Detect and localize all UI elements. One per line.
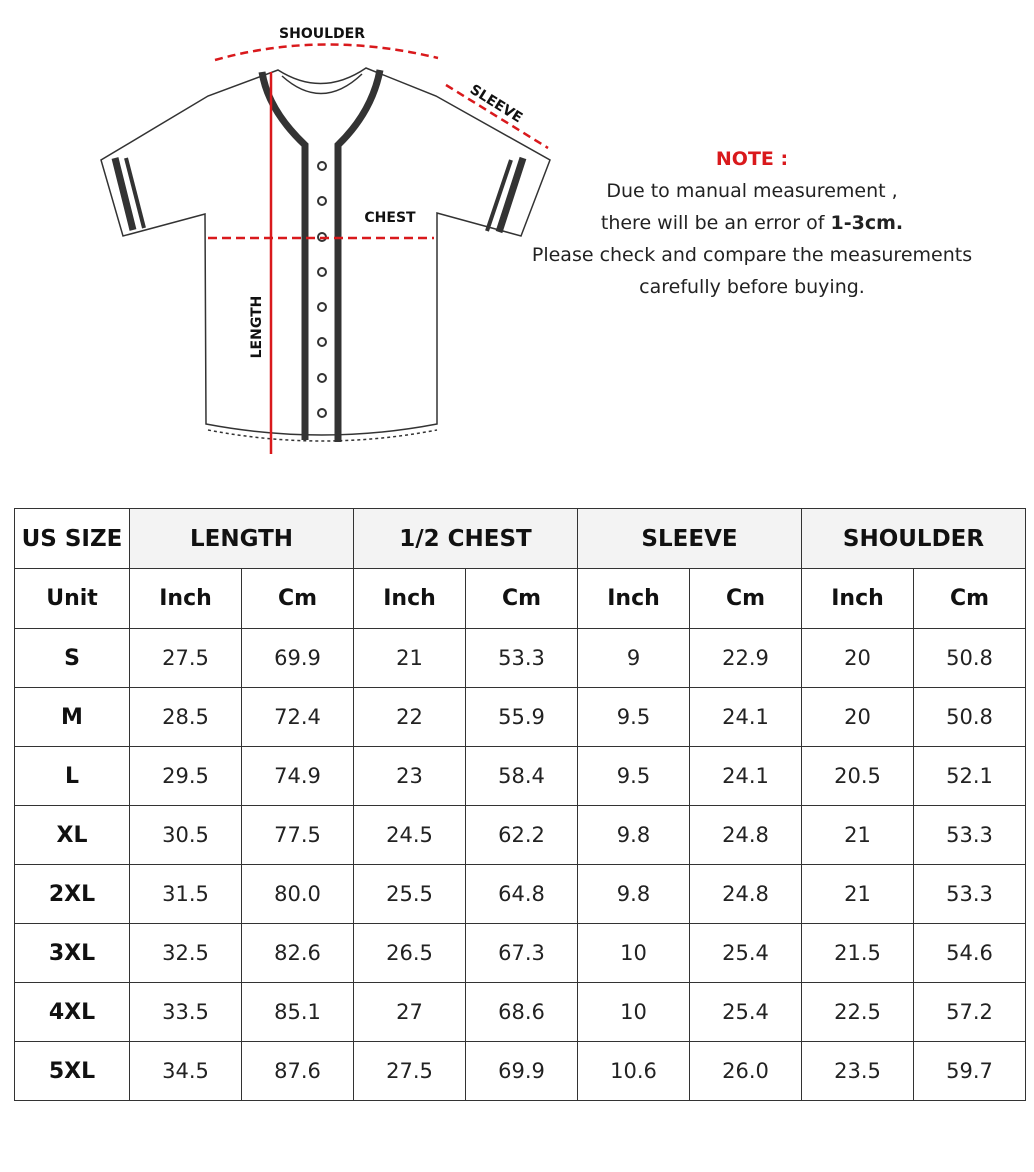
chest-label: CHEST [364, 210, 416, 226]
shoulder-header: SHOULDER [802, 509, 1026, 569]
note-line-2 [500, 207, 1004, 239]
table-cell: 24.8 [690, 865, 802, 924]
table-cell: 26.5 [354, 924, 466, 983]
note-error-range: 1-3cm. [830, 212, 904, 234]
length-label: LENGTH [249, 295, 265, 359]
table-cell: 82.6 [242, 924, 354, 983]
table-cell: 25.5 [354, 865, 466, 924]
table-cell: 9.5 [578, 688, 690, 747]
sleeve-label: SLEEVE [466, 81, 526, 127]
table-cell: 74.9 [242, 747, 354, 806]
table-row [15, 629, 1026, 688]
table-cell: 62.2 [466, 806, 578, 865]
size-cell: S [15, 629, 130, 688]
measurement-note [500, 143, 1004, 303]
unit-cell: Inch [354, 569, 466, 629]
table-cell: 21.5 [802, 924, 914, 983]
unit-label: Unit [15, 569, 130, 629]
table-cell: 72.4 [242, 688, 354, 747]
size-cell: M [15, 688, 130, 747]
size-cell: 4XL [15, 983, 130, 1042]
table-cell: 10.6 [578, 1042, 690, 1101]
table-cell: 52.1 [914, 747, 1026, 806]
table-cell: 22.5 [802, 983, 914, 1042]
table-cell: 24.5 [354, 806, 466, 865]
size-cell: L [15, 747, 130, 806]
table-row [15, 688, 1026, 747]
note-line-2-text: there will be an error of [600, 212, 831, 234]
table-row [15, 806, 1026, 865]
shoulder-measure-line [215, 44, 438, 60]
table-cell: 9.8 [578, 865, 690, 924]
table-cell: 31.5 [130, 865, 242, 924]
placket-stripe-left [262, 72, 305, 440]
table-cell: 27 [354, 983, 466, 1042]
table-cell: 21 [354, 629, 466, 688]
table-cell: 30.5 [130, 806, 242, 865]
jersey-buttons [318, 162, 326, 417]
table-cell: 23.5 [802, 1042, 914, 1101]
table-cell: 9.5 [578, 747, 690, 806]
table-row [15, 924, 1026, 983]
unit-cell: Cm [914, 569, 1026, 629]
shoulder-label: SHOULDER [279, 26, 365, 42]
table-cell: 67.3 [466, 924, 578, 983]
size-cell: XL [15, 806, 130, 865]
table-cell: 64.8 [466, 865, 578, 924]
placket-stripe-right [338, 70, 380, 442]
table-cell: 54.6 [914, 924, 1026, 983]
table-cell: 59.7 [914, 1042, 1026, 1101]
us-size-header: US SIZE [15, 509, 130, 569]
size-cell: 2XL [15, 865, 130, 924]
table-cell: 53.3 [466, 629, 578, 688]
table-cell: 20.5 [802, 747, 914, 806]
table-cell: 32.5 [130, 924, 242, 983]
table-row [15, 747, 1026, 806]
table-cell: 10 [578, 924, 690, 983]
table-cell: 25.4 [690, 983, 802, 1042]
sleeve-header: SLEEVE [578, 509, 802, 569]
table-cell: 53.3 [914, 806, 1026, 865]
table-cell: 9 [578, 629, 690, 688]
unit-cell: Cm [466, 569, 578, 629]
table-cell: 77.5 [242, 806, 354, 865]
table-cell: 34.5 [130, 1042, 242, 1101]
table-cell: 25.4 [690, 924, 802, 983]
table-cell: 22 [354, 688, 466, 747]
table-cell: 24.8 [690, 806, 802, 865]
table-cell: 53.3 [914, 865, 1026, 924]
unit-cell: Cm [242, 569, 354, 629]
table-cell: 69.9 [242, 629, 354, 688]
size-cell: 3XL [15, 924, 130, 983]
unit-cell: Inch [802, 569, 914, 629]
table-cell: 27.5 [130, 629, 242, 688]
table-cell: 22.9 [690, 629, 802, 688]
table-cell: 21 [802, 865, 914, 924]
unit-cell: Inch [578, 569, 690, 629]
table-cell: 33.5 [130, 983, 242, 1042]
table-row [15, 1042, 1026, 1101]
unit-cell: Cm [690, 569, 802, 629]
table-cell: 85.1 [242, 983, 354, 1042]
table-cell: 58.4 [466, 747, 578, 806]
note-line-4: carefully before buying. [639, 276, 865, 298]
table-cell: 50.8 [914, 688, 1026, 747]
size-chart-table [14, 508, 1026, 1101]
table-group-header-row [15, 509, 1026, 569]
table-cell: 20 [802, 688, 914, 747]
table-cell: 23 [354, 747, 466, 806]
size-cell: 5XL [15, 1042, 130, 1101]
table-cell: 55.9 [466, 688, 578, 747]
table-row [15, 983, 1026, 1042]
table-cell: 29.5 [130, 747, 242, 806]
table-cell: 68.6 [466, 983, 578, 1042]
unit-cell: Inch [130, 569, 242, 629]
table-cell: 27.5 [354, 1042, 466, 1101]
table-cell: 9.8 [578, 806, 690, 865]
table-cell: 50.8 [914, 629, 1026, 688]
table-unit-row [15, 569, 1026, 629]
table-row [15, 865, 1026, 924]
half-chest-header: 1/2 CHEST [354, 509, 578, 569]
note-title: NOTE : [715, 148, 789, 170]
table-cell: 21 [802, 806, 914, 865]
table-cell: 57.2 [914, 983, 1026, 1042]
table-cell: 10 [578, 983, 690, 1042]
table-cell: 69.9 [466, 1042, 578, 1101]
length-header: LENGTH [130, 509, 354, 569]
table-cell: 26.0 [690, 1042, 802, 1101]
table-cell: 20 [802, 629, 914, 688]
table-cell: 87.6 [242, 1042, 354, 1101]
table-cell: 24.1 [690, 688, 802, 747]
note-line-1: Due to manual measurement , [606, 180, 898, 202]
table-cell: 80.0 [242, 865, 354, 924]
note-line-3: Please check and compare the measurements [531, 244, 973, 266]
table-cell: 28.5 [130, 688, 242, 747]
table-cell: 24.1 [690, 747, 802, 806]
